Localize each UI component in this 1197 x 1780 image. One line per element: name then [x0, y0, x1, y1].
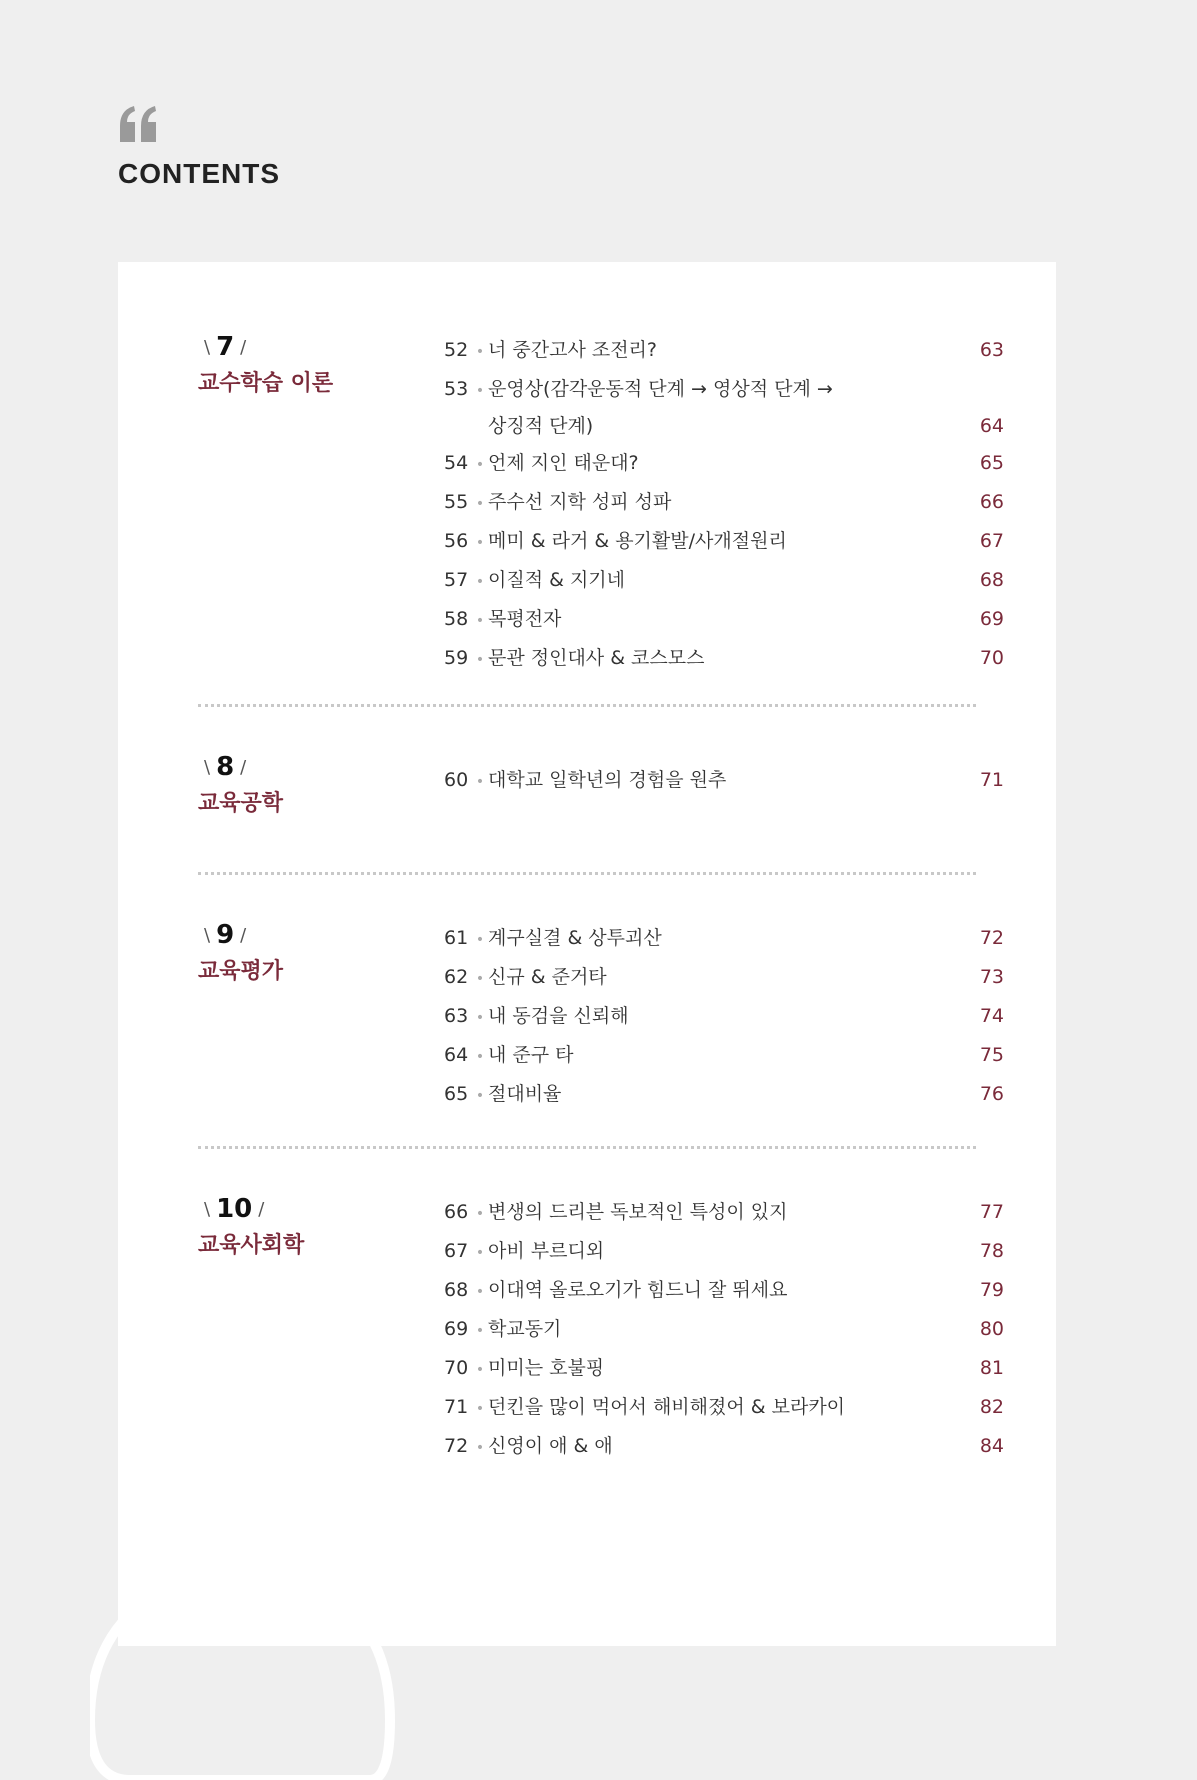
list-item[interactable]: 64 • 내 준구 타 75	[444, 1037, 1004, 1076]
list-item[interactable]: 58 • 목평전자 69	[444, 601, 1004, 640]
list-item[interactable]: 62 • 신규 & 준거타 73	[444, 959, 1004, 998]
page-number: 71	[979, 769, 1004, 791]
list-item[interactable]: 69 • 학교동기 80	[444, 1311, 1004, 1350]
chapter-number: \ 10 /	[204, 1194, 265, 1224]
entry-list	[444, 332, 1004, 679]
page-number: 67	[979, 530, 1004, 552]
divider	[198, 872, 976, 875]
list-item[interactable]: 63 • 내 동검을 신뢰해 74	[444, 998, 1004, 1037]
page-number: 81	[979, 1357, 1004, 1379]
page-number: 66	[979, 491, 1004, 513]
chapter-title: 교육사회학	[198, 1233, 305, 1258]
page-number: 68	[979, 569, 1004, 591]
list-item[interactable]: 65 • 절대비율 76	[444, 1076, 1004, 1115]
list-item[interactable]: 66 • 변생의 드리븐 독보적인 특성이 있지 77	[444, 1194, 1004, 1233]
page-number: 72	[979, 927, 1004, 949]
page-number: 80	[979, 1318, 1004, 1340]
entry-list	[444, 1194, 1004, 1467]
chapter-title: 교수학습 이론	[198, 371, 334, 396]
page-number: 78	[979, 1240, 1004, 1262]
list-item[interactable]: 54 • 언제 지인 태운대? 65	[444, 445, 1004, 484]
list-item[interactable]: 67 • 아비 부르디외 78	[444, 1233, 1004, 1272]
quote-icon	[118, 104, 160, 144]
list-item[interactable]: 61 • 계구실결 & 상투괴산 72	[444, 920, 1004, 959]
contents-panel	[118, 262, 1056, 1646]
list-item[interactable]: 59 • 문관 정인대사 & 코스모스 70	[444, 640, 1004, 679]
list-item[interactable]: 68 • 이대역 올로오기가 힘드니 잘 뛰세요 79	[444, 1272, 1004, 1311]
page-number: 69	[979, 608, 1004, 630]
divider	[198, 704, 976, 707]
list-item[interactable]: 71 • 던킨을 많이 먹어서 해비해졌어 & 보라카이 82	[444, 1389, 1004, 1428]
page-number: 82	[979, 1396, 1004, 1418]
page-number: 73	[979, 966, 1004, 988]
entry-list	[444, 762, 1004, 801]
page-number: 76	[979, 1083, 1004, 1105]
list-item[interactable]: 53 • 운영상(감각운동적 단계 → 영상적 단계 → 상징적 단계) 64	[444, 371, 1004, 445]
page-number: 64	[979, 415, 1004, 437]
page-title: CONTENTS	[118, 158, 280, 189]
page-number: 74	[979, 1005, 1004, 1027]
divider	[198, 1146, 976, 1149]
chapter-number: \ 8 /	[204, 752, 247, 782]
page-number: 70	[979, 647, 1004, 669]
page-number: 75	[979, 1044, 1004, 1066]
chapter-number: \ 7 /	[204, 332, 247, 362]
list-item[interactable]: 55 • 주수선 지학 성피 성파 66	[444, 484, 1004, 523]
chapter-title: 교육평가	[198, 959, 284, 984]
chapter-number: \ 9 /	[204, 920, 247, 950]
list-item[interactable]: 56 • 메미 & 라거 & 용기활발/사개절원리 67	[444, 523, 1004, 562]
page-number: 65	[979, 452, 1004, 474]
page-number: 77	[979, 1201, 1004, 1223]
list-item[interactable]: 70 • 미미는 호불핑 81	[444, 1350, 1004, 1389]
speech-bubble-icon	[90, 1520, 450, 1780]
chapter-title: 교육공학	[198, 791, 284, 816]
list-item[interactable]: 72 • 신영이 애 & 애 84	[444, 1428, 1004, 1467]
list-item[interactable]: 60 • 대학교 일학년의 경험을 원추 71	[444, 762, 1004, 801]
entry-list	[444, 920, 1004, 1115]
list-item[interactable]: 52 • 너 중간고사 조전리? 63	[444, 332, 1004, 371]
page-number: 84	[979, 1435, 1004, 1457]
page-number: 63	[979, 339, 1004, 361]
list-item[interactable]: 57 • 이질적 & 지기네 68	[444, 562, 1004, 601]
page-number: 79	[979, 1279, 1004, 1301]
